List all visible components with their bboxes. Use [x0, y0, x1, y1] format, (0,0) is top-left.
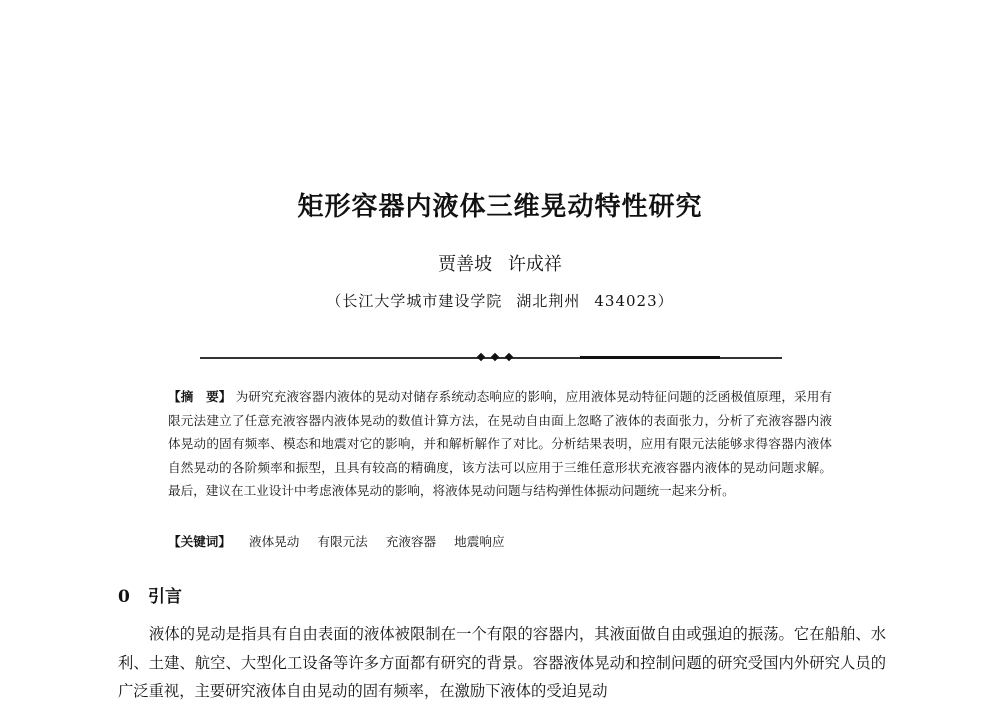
decorative-divider — [200, 356, 782, 360]
abstract — [168, 385, 832, 503]
affiliation-institution: （长江大学城市建设学院 — [326, 292, 503, 310]
keyword: 液体晃动 — [248, 534, 300, 549]
body-paragraph: 液体的晃动是指具有自由表面的液体被限制在一个有限的容器内，其液面做自由或强迫的振荡。它在船舶、水利、土建、航空、大型化工设备等许多方面都有研究的背景。容器液体晃动和控制问题的研究受国内外研究人员的广泛重视，主要研究液体自由晃动的固有频率，在激励下液体的受迫晃动 — [118, 625, 886, 700]
keywords-label: 【关键词】 — [168, 534, 231, 549]
keyword: 充液容器 — [385, 534, 437, 549]
keyword: 地震响应 — [454, 534, 505, 549]
keywords — [168, 531, 832, 553]
abstract-label: 【摘 要】 — [168, 389, 232, 404]
paper-title: 矩形容器内液体三维晃动特性研究 — [297, 192, 703, 222]
authors: 贾善坡 许成祥 — [438, 254, 562, 275]
section-title: 引言 — [148, 587, 182, 607]
keyword: 有限元法 — [317, 534, 368, 549]
abstract-text: 为研究充液容器内液体的晃动对储存系统动态响应的影响，应用液体晃动特征问题的泛函极值原理，采用有限元法建立了任意充液容器内液体晃动的数值计算方法，在晃动自由面上忽略了液体的表面张力，分析了充液容器内液体晃动的固有频率、模态和地震对它的影响，并和解析解作了对比。分析结果表明，应用有限元法能够求得容器内液体自然晃动的各阶频率和振型，且具有较高的精确度，该方法可以应用于三维任意形状充液容器内液体的晃动问题求解。最后，建议在工业设计中考虑液体晃动的影响，将液体晃动问题与结构弹性体振动问题统一起来分析。 — [168, 389, 833, 499]
affiliation — [0, 290, 1000, 311]
section-number: 0 — [118, 587, 130, 607]
affiliation-postcode: 434023） — [594, 292, 674, 310]
section-heading — [118, 582, 182, 607]
affiliation-location: 湖北荆州 — [516, 292, 581, 310]
